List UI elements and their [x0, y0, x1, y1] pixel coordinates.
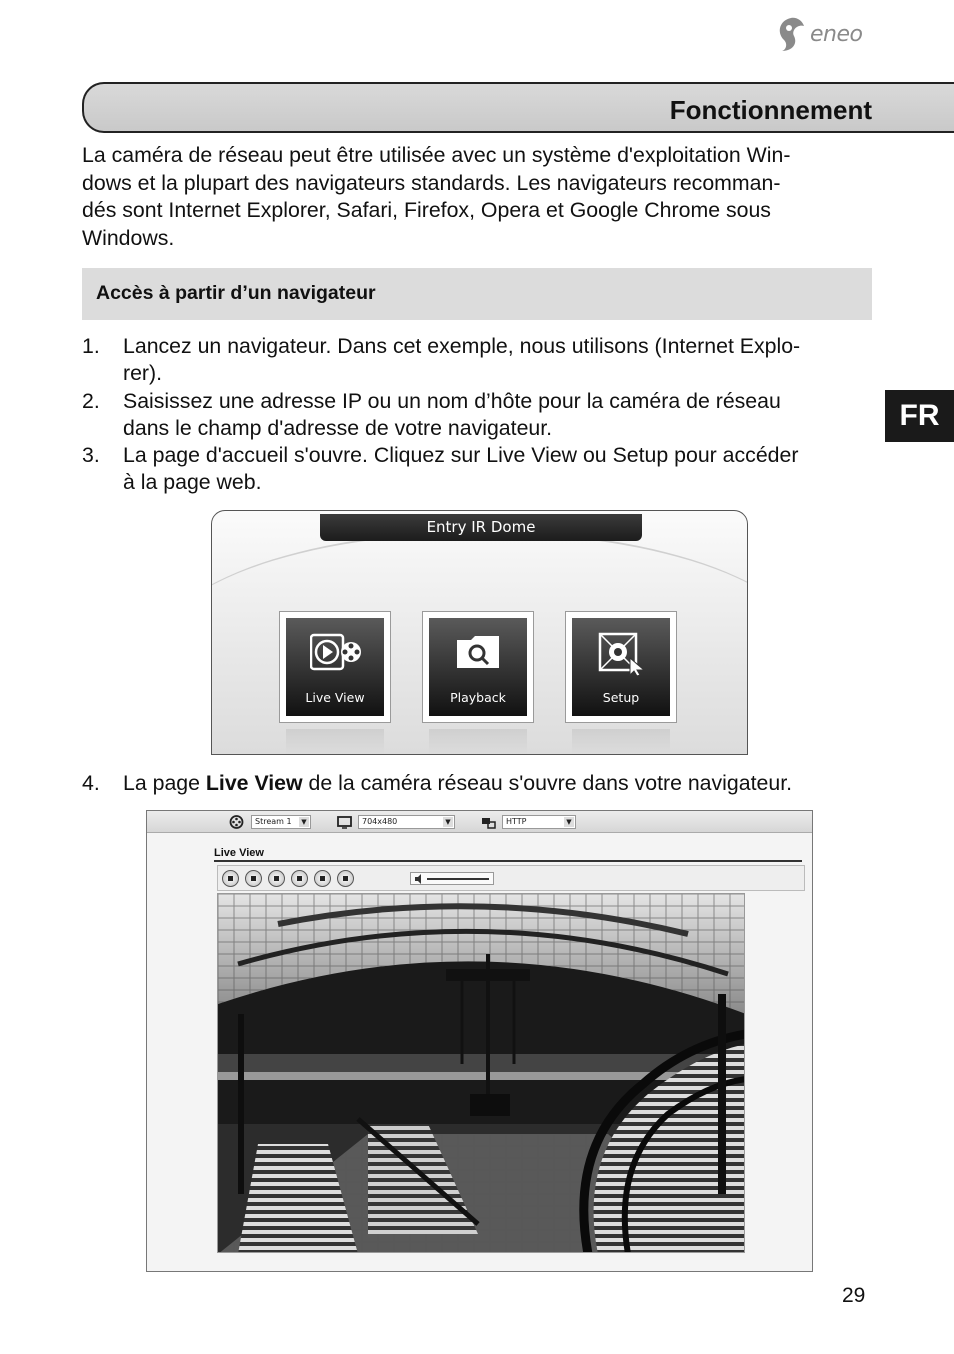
brand-name: eneo [810, 21, 863, 47]
step-item [82, 388, 874, 443]
step-item [82, 442, 874, 497]
stream-value: Stream 1 [255, 817, 292, 826]
intro-line: La caméra de réseau peut être utilisée avec un système d'exploitation Win- [82, 143, 791, 167]
step-line: La page d'accueil s'ouvre. Cliquez sur Live View ou Setup pour accéder [123, 443, 799, 468]
resolution-value: 704x480 [362, 817, 398, 826]
folder-search-icon [453, 632, 505, 672]
chevron-down-icon: ▼ [299, 817, 309, 827]
step-line: rer). [123, 361, 163, 386]
step-line: Lancez un navigateur. Dans cet exemple, nous utilisons (Internet Explo- [123, 334, 801, 358]
record-icon[interactable] [245, 870, 262, 887]
live-view-toolbar [147, 811, 812, 833]
intro-line: dés sont Internet Explorer, Safari, Firefox, Opera et Google Chrome sous [82, 198, 771, 222]
steps-list [82, 333, 874, 497]
network-icon [481, 815, 496, 829]
home-title: Entry IR Dome [320, 514, 642, 541]
gear-cursor-icon [596, 632, 648, 676]
eneo-logo [776, 16, 862, 52]
monitor-icon [337, 815, 352, 829]
tile-label: Setup [602, 690, 640, 705]
stream-reel-icon [229, 815, 244, 829]
tile-reflection [286, 729, 384, 755]
live-view-screenshot [146, 810, 813, 1272]
step-number: 4. [82, 771, 100, 795]
tile-face [286, 618, 384, 716]
speaker-icon [414, 874, 424, 884]
subsection-header [82, 268, 872, 320]
language-tab: FR [885, 390, 954, 442]
fullscreen-icon[interactable] [314, 870, 331, 887]
steps-list-continued [82, 770, 874, 797]
playback-tile[interactable] [422, 611, 534, 723]
camera-feed-atrium-staircase [218, 894, 745, 1253]
step-bold-text: Live View [205, 771, 303, 795]
volume-slider[interactable] [410, 872, 494, 885]
play-film-icon [310, 632, 362, 672]
protocol-value: HTTP [506, 817, 527, 826]
section-title: Fonctionnement [669, 95, 872, 125]
step-number: 2. [82, 388, 100, 413]
step-line: Saisissez une adresse IP ou un nom d’hôte pour la caméra de réseau [123, 388, 781, 413]
player-controls [217, 865, 805, 891]
live-view-title: Live View [214, 847, 264, 859]
home-page-screenshot [211, 510, 748, 755]
zoom-icon[interactable] [291, 870, 308, 887]
tile-label: Live View [305, 690, 365, 705]
step-line: à la page web. [123, 470, 262, 495]
tile-reflection [572, 729, 670, 755]
live-view-tile[interactable] [279, 611, 391, 723]
intro-paragraph [82, 142, 872, 252]
setup-tile[interactable] [565, 611, 677, 723]
snapshot-icon[interactable] [268, 870, 285, 887]
protocol-select[interactable] [502, 815, 576, 829]
step-text: La page [123, 771, 206, 795]
chevron-down-icon: ▼ [564, 817, 574, 827]
tile-reflection [429, 729, 527, 755]
tile-label: Playback [450, 690, 506, 705]
resolution-select[interactable] [358, 815, 455, 829]
stop-icon[interactable] [222, 870, 239, 887]
talk-icon[interactable] [337, 870, 354, 887]
subsection-title: Accès à partir d’un navigateur [96, 282, 376, 304]
stream-select[interactable] [251, 815, 311, 829]
intro-line: dows et la plupart des navigateurs standards. Les navigateurs recomman- [82, 170, 781, 195]
step-item [82, 770, 874, 797]
step-number: 3. [82, 443, 100, 468]
eneo-swirl-icon [776, 16, 806, 52]
tile-face [429, 618, 527, 716]
step-line: dans le champ d'adresse de votre navigateur. [123, 415, 553, 440]
step-text: de la caméra réseau s'ouvre dans votre navigateur. [302, 771, 793, 795]
chevron-down-icon: ▼ [443, 817, 453, 827]
title-divider [214, 860, 802, 862]
section-header [82, 82, 954, 133]
page-number: 29 [842, 1284, 866, 1307]
tile-face [572, 618, 670, 716]
volume-track [427, 878, 489, 880]
camera-feed [217, 893, 745, 1253]
intro-line: Windows. [82, 225, 175, 250]
step-number: 1. [82, 334, 100, 358]
step-item [82, 333, 874, 388]
